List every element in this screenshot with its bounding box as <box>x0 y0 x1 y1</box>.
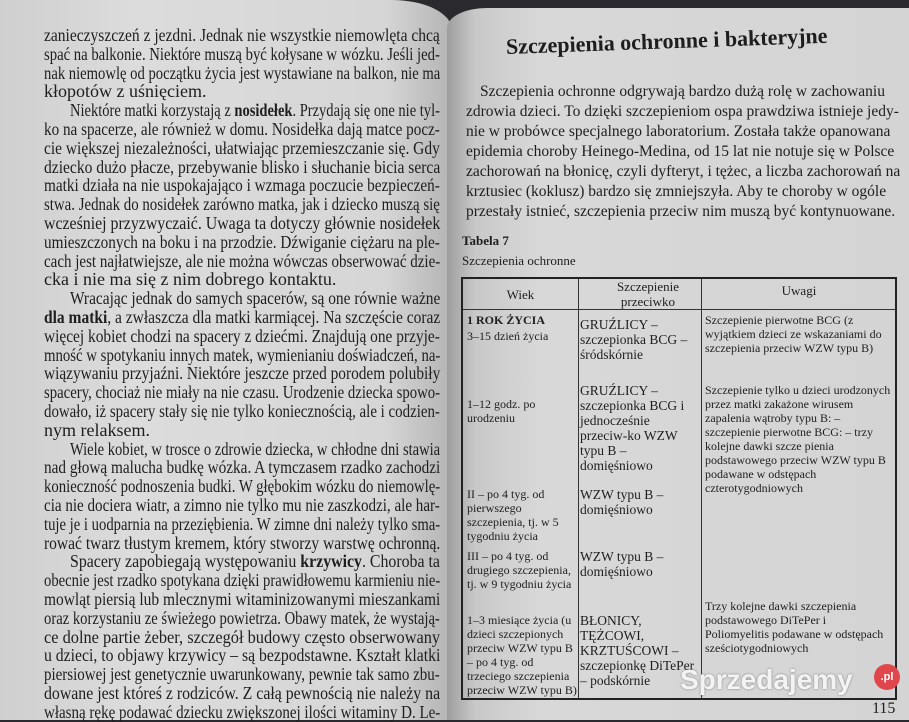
row-age: 1–12 godz. po urodzeniu <box>467 397 536 425</box>
header-vaccine: Szczepienie przeciwko <box>616 279 680 309</box>
text-line: nad głową malucha budkę wózka. A tymczasem rzadko zachodzi <box>44 457 441 478</box>
text-line: cach jest najłatwiejsze, ale nie można wówczas obserwować dzie- <box>44 250 441 271</box>
text-line: tuje je i uodparnia na przeziębienia. W zimne dni należy tylko sma- <box>44 513 441 534</box>
watermark-logo: Sprzedajemy <box>680 664 853 695</box>
text-line: piersiowej jest genetycznie uwarunkowany, pewnie tak samo zbu- <box>44 664 440 685</box>
page-number: 115 <box>872 700 896 717</box>
row-vaccine: GRUŹLICY – szczepionka BCG – śródskórnie <box>580 317 688 362</box>
row-vaccine: WZW typu B – domięśniowo <box>580 549 664 579</box>
text-line: stwa. Jednak do nosidełek zarówno matka, jak i dziecko muszą się <box>44 194 440 215</box>
vaccination-table <box>461 277 897 700</box>
header-age: Wiek <box>506 287 535 302</box>
text-line: epidemia choroby Heinego-Medina, od 15 lat nie notuje się w Polsce <box>466 143 895 160</box>
text-line: spacery, chociaż nie miały na nie czasu. Urodzenie dziecka spowo- <box>44 382 441 403</box>
text-line: wiązywaniu przyjaźni. Niektóre jeszcze przed porodem polubiły <box>44 363 441 384</box>
text-line: zanieczyszczeń z jezdni. Jednak nie wszystkie niemowlęta chcą <box>44 25 440 45</box>
column-divider <box>578 279 579 698</box>
text-line: nak niemowlę od początku życia jest wystawiane na balkon, nie ma <box>44 62 441 83</box>
row-age: 3–15 dzień życia <box>467 329 549 343</box>
watermark-badge: .pl <box>874 664 900 690</box>
text-line: ce dolne partie żeber, szczegół budowy często obserwowany <box>44 626 441 647</box>
text-line: obecnie jest rzadko spotykana dzięki prawidłowemu karmieniu nie- <box>44 570 441 591</box>
text-line: cka i nie ma się z nim dobrego kontaktu. <box>44 269 337 290</box>
text-line: matki działa na nie uspokajająco i wzmaga poczucie bezpieczeń- <box>44 175 440 196</box>
text-line: nie w probówce specjalnego laboratorium. Została także opanowana <box>466 123 891 140</box>
table-label: Tabela 7 <box>462 233 509 248</box>
text-line: Niektóre matki korzystają z nosidełek. Przydają się one nie tyl- <box>70 100 440 121</box>
row-vaccine: WZW typu B – domięśniowo <box>580 487 664 517</box>
text-line: cia nie dociera wiatr, a zimno nie tylko mu nie zaszkodzi, ale har- <box>44 495 440 515</box>
table-caption: Szczepienia ochronne <box>462 253 576 268</box>
text-line: ko na spacerze, ale również w domu. Nosidełka dają matce pocz- <box>44 119 440 139</box>
text-line: Szczepienia ochronne odgrywają bardzo dużą rolę w zachowaniu <box>480 83 885 100</box>
text-line: dowane jest któreś z rodziców. Z całą pewnością nie należy na <box>44 683 441 703</box>
text-line: cie większej niezależności, ułatwiając przemieszczanie się. Gdy <box>44 137 440 158</box>
text-line: u dzieci, to objawy krzywicy – są bezpodstawne. Kształt klatki <box>44 645 441 666</box>
row-notes: Szczepienie tylko u dzieci urodzonych przez matki zakażone wirusem zapalenia wątroby typu B: – szczepienie pierwotne BCG: – trzy kolejne dawki szcze pienia podstawowego przeciw WZW typu B podawane w odstępach czterotygodniowych <box>705 383 891 495</box>
text-line: spać na balkonie. Niektóre muszą być kołysane w wózku. Jeśli jed- <box>44 43 440 64</box>
text-line: wcześniej przyzwyczaić. Uwaga ta dotyczy głównie nosidełek <box>44 213 441 233</box>
row-notes: Trzy kolejne dawki szczepienia podstawowego DiTePer i Poliomyelitis podawane w odstępach sześciotygodniowych <box>705 599 884 655</box>
text-line: Wiele kobiet, w trosce o zdrowie dziecka, w chłodne dni stawia <box>70 438 441 459</box>
text-line: Spacery zapobiegają występowaniu krzywicy. Choroba ta <box>70 551 440 572</box>
row-notes: Szczepienie pierwotne BCG (z wyjątkiem dzieci ze wskazaniami do szczepienia przeciw WZW typu B) <box>705 313 882 355</box>
row-age: III – po 4 tyg. od drugiego szczepienia, tj. w 9 tygodniu życia <box>467 549 572 591</box>
text-line: przestały istnieć, szczepienia przeciw nim muszą być kontynuowane. <box>466 203 896 220</box>
text-line: krztusiec (koklusz) bardzo się zmniejszyła. Aby te choroby w ogóle <box>466 183 887 200</box>
text-line: rować twarz tłustym kremem, który stworzy warstwę ochronną. <box>44 532 441 553</box>
text-line: zachorowań na błonicę, czyli dyfteryt, i tężec, a liczba zachorowań na <box>466 163 901 180</box>
row-age-heading: 1 ROK ŻYCIA <box>467 313 546 327</box>
header-divider <box>463 309 895 310</box>
text-line: własną rękę podawać dziecku zwiększonej ilości witaminy D. Le- <box>44 701 441 722</box>
text-line: więcej kobiet chodzi na spacery z dziećmi. Znajdują one przyje- <box>44 325 440 346</box>
header-notes: Uwagi <box>781 283 817 298</box>
section-title: Szczepienia ochronne i bakteryjne <box>505 22 828 59</box>
text-line: dowało, iż spacery stały się nie tylko koniecznością, ale i codzien- <box>44 401 440 421</box>
text-line: kłopotów z uśnięciem. <box>44 81 207 102</box>
text-line: Wracając jednak do samych spacerów, są one równie ważne <box>70 288 441 309</box>
row-age: 1–3 miesiące życia (u dzieci szczepionych przeciw WZW typu B – po 4 tyg. od trzeciego szczepienia przeciw WZW typu B) <box>467 613 577 697</box>
text-line: oraz korzystaniu ze świeżego powietrza. Obawy matek, że wystają- <box>44 607 440 628</box>
row-vaccine: BŁONICY, TĘŻCOWI, KRZTUŚCOWI – szczepionkę DiTePer – podskórnie <box>580 613 695 688</box>
text-line: dla matki, a zwłaszcza dla matki karmiącej. Na szczęście coraz <box>44 307 441 327</box>
row-vaccine: GRUŹLICY – szczepionka BCG i jednocześnie przeciw-ko WZW typu B – domięśniowo <box>580 383 685 473</box>
text-line: dziecko dużo płacze, przebywanie blisko i słuchanie bicia serca <box>44 156 441 177</box>
text-line: nym relaksem. <box>44 419 150 440</box>
text-line: mowląt piersią lub mlecznymi witaminizowanymi mieszankami <box>44 589 441 609</box>
text-line: konieczność podnoszenia budki. W głębokim wózku do niemowlę- <box>44 476 441 497</box>
text-line: zdrowia dzieci. To dzięki szczepieniom ospa prawdziwa istnieje jedy- <box>466 103 899 120</box>
column-divider <box>701 279 702 698</box>
row-age: II – po 4 tyg. od pierwszego szczepienia, tj. w 5 tygodniu życia <box>467 487 559 543</box>
text-line: umieszczonych na boku i na przodzie. Dźwiganie ciężaru na ple- <box>44 231 440 252</box>
text-line: mność w spotykaniu innych matek, wymienianiu doświadczeń, na- <box>44 344 441 365</box>
